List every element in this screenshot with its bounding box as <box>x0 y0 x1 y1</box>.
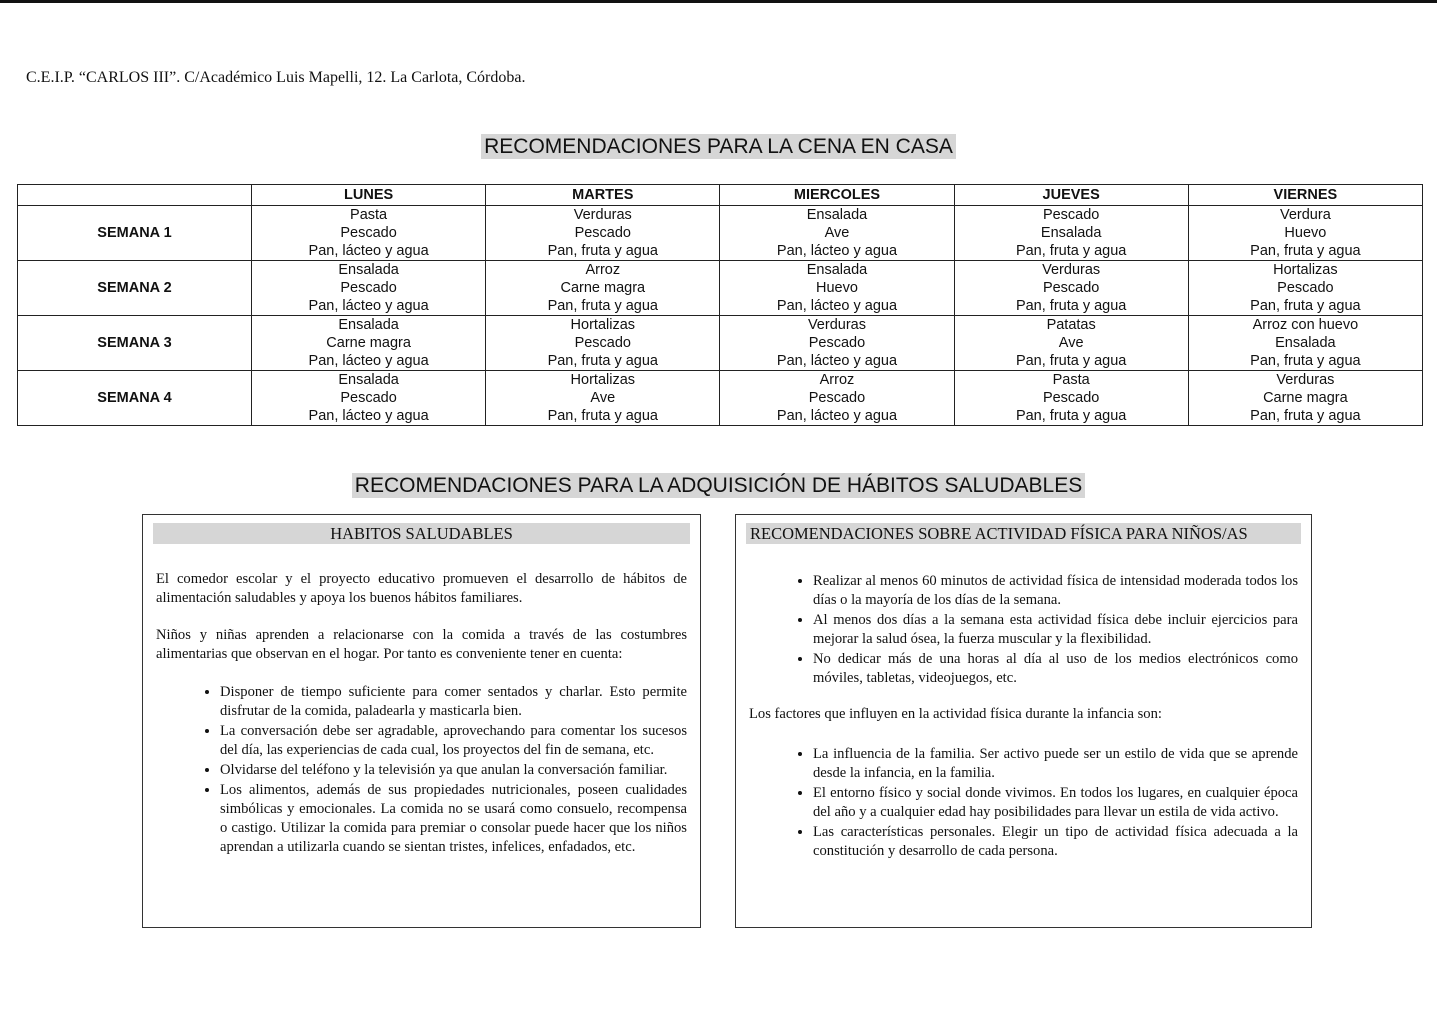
menu-cell <box>954 371 1188 426</box>
menu-cell <box>252 206 486 261</box>
menu-item: Pan, fruta y agua <box>1015 243 1127 259</box>
menu-item: Pan, fruta y agua <box>1250 353 1361 369</box>
day-header: VIERNES <box>1188 185 1422 206</box>
menu-item: Huevo <box>1284 225 1327 241</box>
menu-item: Carne magra <box>560 280 646 296</box>
menu-item: Pan, fruta y agua <box>547 408 658 424</box>
menu-item: Pan, lácteo y agua <box>308 243 429 259</box>
table-row <box>18 371 1423 426</box>
week-label: SEMANA 2 <box>18 261 252 316</box>
table-row <box>18 316 1423 371</box>
healthy-habits-box <box>142 514 701 928</box>
menu-item: Pescado <box>574 335 631 351</box>
menu-item: Pescado <box>340 280 397 296</box>
list-item: • Disponer de tiempo suficiente para comer sentados y charlar. Esto permite disfrutar de la comida, paladearla y masticarla bien. <box>220 682 687 721</box>
menu-item: Pescado <box>340 390 397 406</box>
menu-cell <box>486 316 720 371</box>
menu-item: Patatas <box>1046 317 1096 333</box>
menu-item: Pan, lácteo y agua <box>308 353 429 369</box>
menu-item: Pescado <box>1042 280 1100 296</box>
menu-cell <box>720 206 954 261</box>
menu-cell <box>954 261 1188 316</box>
menu-item: Pan, fruta y agua <box>547 353 658 369</box>
menu-item: Pescado <box>574 225 631 241</box>
habits-section-title-text: RECOMENDACIONES PARA LA ADQUISICIÓN DE HÁBITOS SALUDABLES <box>352 473 1085 498</box>
list-item: • Olvidarse del teléfono y la televisión ya que anulan la conversación familiar. <box>220 760 687 780</box>
menu-item: Hortalizas <box>1273 262 1338 278</box>
menu-item: Pan, lácteo y agua <box>776 408 898 424</box>
menu-item: Verdura <box>1279 207 1331 223</box>
day-header: MIERCOLES <box>720 185 954 206</box>
menu-item: Ensalada <box>338 262 399 278</box>
menu-item: Pescado <box>1042 390 1100 406</box>
physical-activity-title: RECOMENDACIONES SOBRE ACTIVIDAD FÍSICA PARA NIÑOS/AS <box>746 523 1301 544</box>
healthy-habits-paragraph: Niños y niñas aprenden a relacionarse con la comida a través de las costumbres alimentarias que observan en el hogar. Por tanto es conveniente tener en cuenta: <box>156 627 687 662</box>
physical-activity-box <box>735 514 1312 928</box>
dinner-section-title <box>0 135 1437 159</box>
week-label: SEMANA 1 <box>18 206 252 261</box>
healthy-habits-list <box>156 682 687 857</box>
menu-item: Pan, lácteo y agua <box>776 243 898 259</box>
list-item: • No dedicar más de una horas al día al uso de los medios electrónicos como móviles, tabletas, videojuegos, etc. <box>813 649 1298 688</box>
menu-item: Pescado <box>340 225 397 241</box>
menu-item: Ave <box>590 390 616 406</box>
menu-item: Pan, fruta y agua <box>1250 298 1361 314</box>
menu-item: Pan, fruta y agua <box>1250 408 1361 424</box>
menu-item: Pescado <box>808 390 866 406</box>
menu-item: Pescado <box>1042 207 1100 223</box>
menu-item: Pasta <box>350 207 388 223</box>
list-item: • El entorno físico y social donde vivimos. En todos los lugares, en cualquier época del año y a cualquier edad hay posibilidades para llevar un estila de vida activo. <box>813 783 1298 822</box>
list-item: • Realizar al menos 60 minutos de actividad física de intensidad moderada todos los días o la mayoría de los días de la semana. <box>813 571 1298 610</box>
menu-cell <box>720 316 954 371</box>
menu-item: Pan, fruta y agua <box>1015 298 1127 314</box>
table-row <box>18 206 1423 261</box>
menu-item: Pan, lácteo y agua <box>308 408 429 424</box>
list-item: • La influencia de la familia. Ser activo puede ser un estilo de vida que se aprende desde la infancia, en la familia. <box>813 744 1298 783</box>
table-row <box>18 261 1423 316</box>
menu-item: Verduras <box>573 207 632 223</box>
corner-cell <box>18 185 252 206</box>
menu-cell <box>486 261 720 316</box>
activity-factors-list <box>749 744 1298 861</box>
menu-item: Pan, lácteo y agua <box>776 353 898 369</box>
activity-factors-paragraph: Los factores que influyen en la actividad física durante la infancia son: <box>749 706 1162 722</box>
menu-cell <box>252 371 486 426</box>
week-label: SEMANA 3 <box>18 316 252 371</box>
menu-item: Pan, fruta y agua <box>1250 243 1361 259</box>
menu-item: Ensalada <box>338 317 399 333</box>
menu-cell <box>486 371 720 426</box>
day-header: LUNES <box>252 185 486 206</box>
menu-item: Verduras <box>1042 262 1101 278</box>
menu-cell <box>252 261 486 316</box>
menu-cell <box>954 316 1188 371</box>
menu-item: Pan, lácteo y agua <box>776 298 898 314</box>
menu-item: Hortalizas <box>570 372 636 388</box>
menu-item: Carne magra <box>326 335 411 351</box>
menu-item: Ensalada <box>1040 225 1102 241</box>
list-item: • Los alimentos, además de sus propiedades nutricionales, poseen cualidades simbólicas y emocionales. La comida no se usará como consuelo, recompensa o castigo. Utilizar la comida para premiar o consolar puede hacer que los niños aprendan a utilizarla cuando se sientan tristes, infelices, enfadados, etc. <box>220 780 687 857</box>
menu-item: Pan, lácteo y agua <box>308 298 429 314</box>
menu-item: Ave <box>1058 335 1084 351</box>
menu-cell <box>720 261 954 316</box>
menu-item: Verduras <box>807 317 866 333</box>
menu-item: Pan, fruta y agua <box>547 243 658 259</box>
menu-cell <box>1188 371 1422 426</box>
menu-item: Ensalada <box>806 207 868 223</box>
menu-cell <box>252 316 486 371</box>
menu-item: Pescado <box>1277 280 1334 296</box>
menu-item: Ensalada <box>338 372 399 388</box>
menu-cell <box>1188 206 1422 261</box>
list-item: • La conversación debe ser agradable, aprovechando para comentar los sucesos del día, las experiencias de cada cual, los proyectos del fin de semana, etc. <box>220 721 687 760</box>
menu-cell <box>1188 316 1422 371</box>
menu-cell <box>1188 261 1422 316</box>
school-header: C.E.I.P. “CARLOS III”. C/Académico Luis Mapelli, 12. La Carlota, Córdoba. <box>26 69 526 86</box>
menu-item: Ensalada <box>1275 335 1336 351</box>
menu-item: Pan, fruta y agua <box>547 298 658 314</box>
menu-item: Pescado <box>808 335 866 351</box>
healthy-habits-title: HABITOS SALUDABLES <box>153 523 690 544</box>
menu-item: Arroz <box>585 262 621 278</box>
menu-cell <box>486 206 720 261</box>
physical-activity-list <box>749 571 1298 688</box>
day-header: JUEVES <box>954 185 1188 206</box>
menu-item: Carne magra <box>1263 390 1348 406</box>
menu-item: Hortalizas <box>570 317 636 333</box>
dinner-menu-table <box>17 184 1423 426</box>
menu-cell <box>720 371 954 426</box>
menu-item: Pan, fruta y agua <box>1015 408 1127 424</box>
list-item: • Al menos dos días a la semana esta actividad física debe incluir ejercicios para mejorar la salud ósea, la fuerza muscular y la flexibilidad. <box>813 610 1298 649</box>
menu-item: Verduras <box>1276 372 1335 388</box>
healthy-habits-paragraph: El comedor escolar y el proyecto educativo promueven el desarrollo de hábitos de alimentación saludables y apoya los buenos hábitos familiares. <box>156 571 687 606</box>
dinner-section-title-text: RECOMENDACIONES PARA LA CENA EN CASA <box>481 134 956 159</box>
table-header-row <box>18 185 1423 206</box>
menu-item: Ave <box>824 225 850 241</box>
menu-item: Pan, fruta y agua <box>1015 353 1127 369</box>
menu-item: Ensalada <box>806 262 868 278</box>
week-label: SEMANA 4 <box>18 371 252 426</box>
day-header: MARTES <box>486 185 720 206</box>
menu-item: Arroz <box>819 372 855 388</box>
menu-item: Pasta <box>1052 372 1090 388</box>
menu-item: Arroz con huevo <box>1252 317 1359 333</box>
menu-cell <box>954 206 1188 261</box>
menu-item: Huevo <box>816 280 858 296</box>
list-item: • Las características personales. Elegir un tipo de actividad física adecuada a la constitución y desarrollo de cada persona. <box>813 822 1298 861</box>
habits-section-title <box>0 474 1437 498</box>
